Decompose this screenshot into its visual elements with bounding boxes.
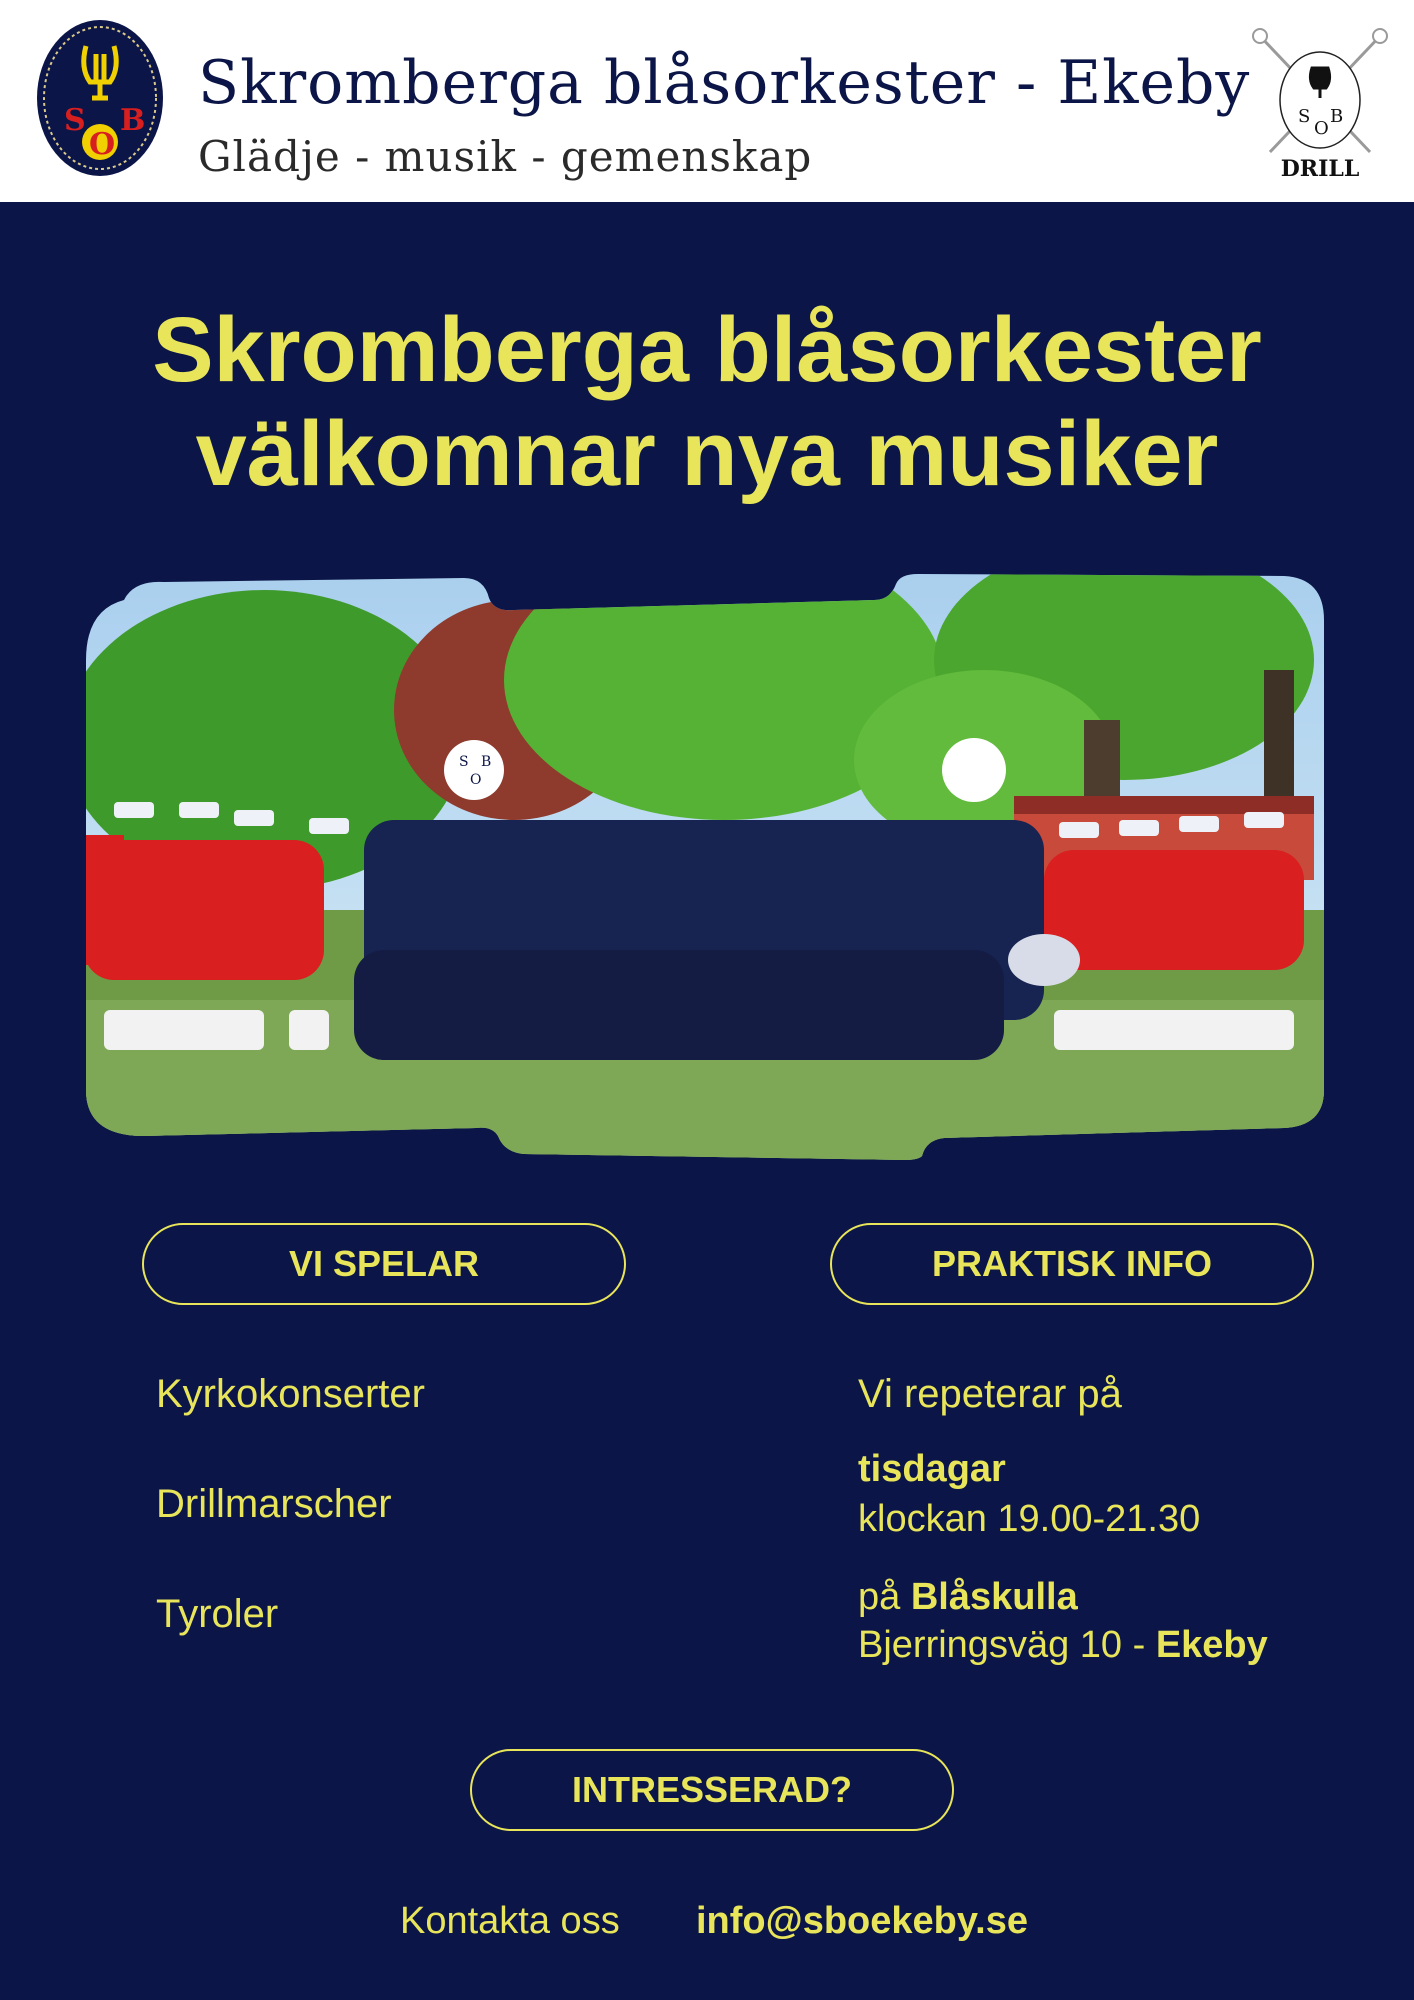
drill-caption: DRILL: [1280, 156, 1360, 182]
praktisk-info-heading: PRAKTISK INFO: [830, 1223, 1314, 1305]
intresserad-button[interactable]: INTRESSERAD?: [470, 1749, 954, 1831]
info-time: klockan 19.00-21.30: [858, 1498, 1201, 1540]
drum-letter-s: S: [459, 754, 469, 770]
info-place-prefix: på: [858, 1576, 901, 1618]
group-photo: [84, 570, 1328, 1160]
list-item-kyrkokonserter: Kyrkokonserter: [156, 1372, 425, 1416]
logo-letter-s: S: [64, 103, 86, 138]
info-address-line: [858, 1624, 1268, 1667]
contact-label: Kontakta oss: [400, 1900, 620, 1942]
info-day-line: [858, 1448, 1006, 1491]
info-intro: Vi repeterar på: [858, 1372, 1122, 1416]
list-item-drillmarscher: Drillmarscher: [156, 1482, 392, 1526]
headline-line-2: välkomnar nya musiker: [195, 403, 1219, 505]
drill-letter-o: O: [1314, 118, 1329, 139]
org-name: Skromberga blåsorkester - Ekeby: [198, 48, 1251, 118]
drum-letter-b: B: [481, 754, 492, 770]
sob-drill-logo: [1250, 26, 1390, 186]
info-day: tisdagar: [858, 1448, 1006, 1490]
tagline: Glädje - musik - gemenskap: [198, 132, 813, 181]
logo-letter-o: O: [89, 127, 116, 162]
sob-logo: [34, 18, 166, 178]
main-headline: [0, 298, 1414, 506]
drill-letter-b: B: [1330, 106, 1344, 127]
header-bar: [0, 0, 1414, 202]
drill-letter-s: S: [1298, 106, 1311, 127]
info-address: Bjerringsväg 10 -: [858, 1624, 1146, 1666]
info-place: Blåskulla: [910, 1576, 1078, 1618]
list-item-tyroler: Tyroler: [156, 1592, 279, 1636]
logo-letter-b: B: [120, 103, 146, 138]
contact-email-link[interactable]: info@sboekeby.se: [696, 1900, 1028, 1942]
info-place-line: [858, 1576, 1078, 1619]
headline-line-1: Skromberga blåsorkester: [152, 299, 1262, 401]
info-town: Ekeby: [1155, 1624, 1268, 1666]
drum-letter-o: O: [470, 772, 482, 788]
vi-spelar-heading: VI SPELAR: [142, 1223, 626, 1305]
